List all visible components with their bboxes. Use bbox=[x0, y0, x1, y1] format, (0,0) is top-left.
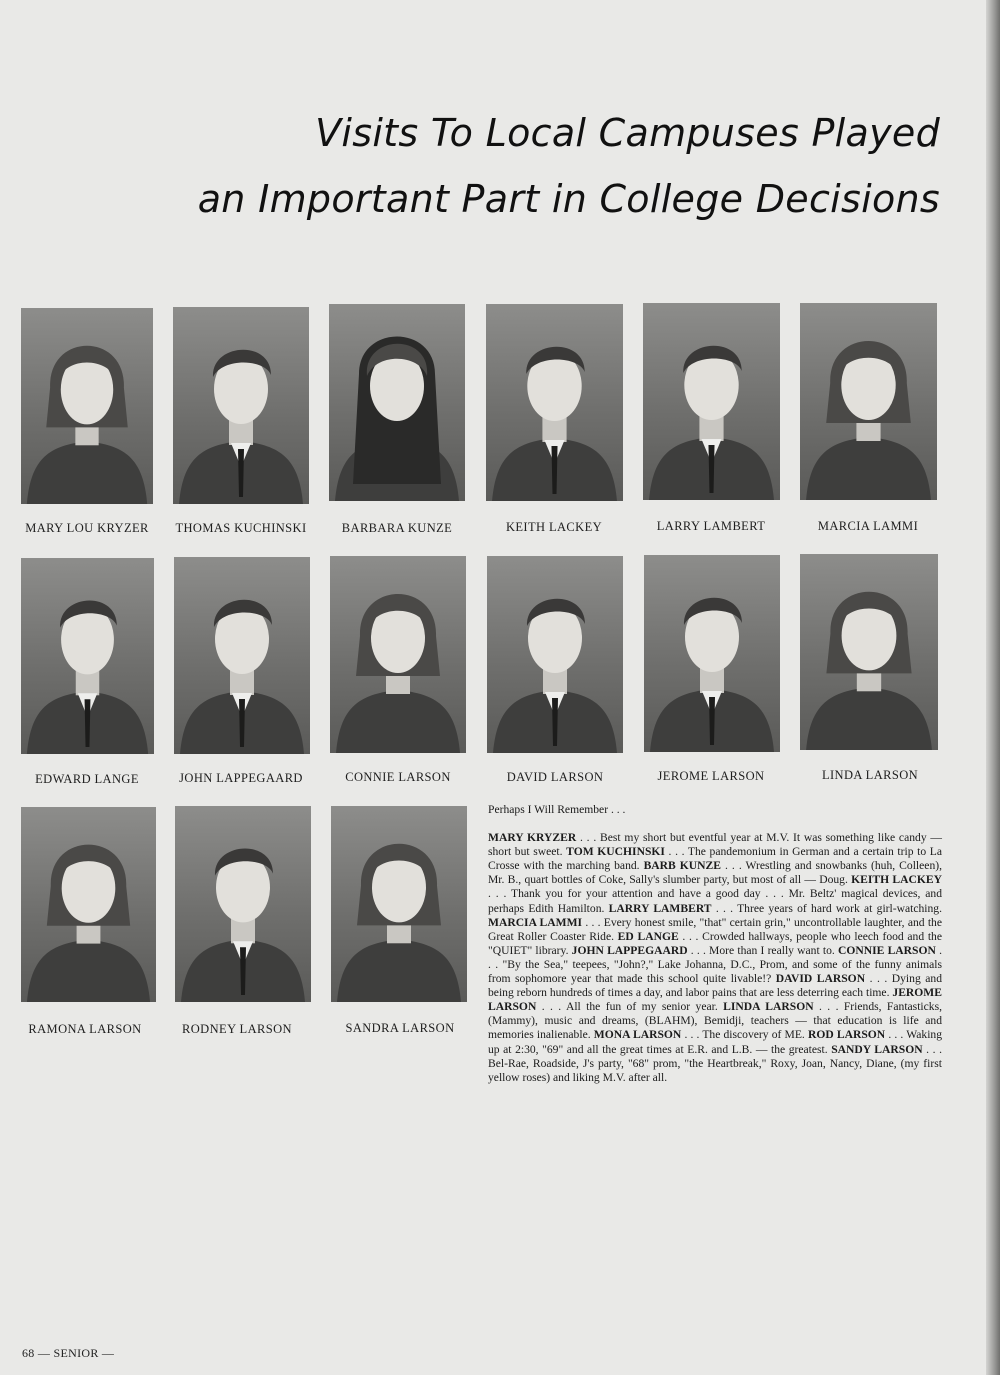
portrait-photo bbox=[21, 807, 156, 1002]
portrait-silhouette bbox=[21, 807, 156, 1002]
memory-name: BARB KUNZE bbox=[643, 859, 722, 873]
senior-memories bbox=[488, 803, 942, 1085]
memory-name: LINDA LARSON bbox=[723, 1000, 814, 1014]
portrait-silhouette bbox=[644, 555, 780, 752]
shoulders-shape bbox=[806, 687, 932, 750]
memory-name: JOHN LAPPEGAARD bbox=[571, 943, 688, 957]
portrait-silhouette bbox=[487, 556, 623, 753]
portrait-photo bbox=[800, 554, 938, 750]
memory-text: . . . The pandemonium in German and a certain trip to La Crosse with the marching band. bbox=[488, 845, 942, 873]
portrait-photo bbox=[329, 304, 465, 501]
memory-text: . . . Crowded hallways, people who leech food and the "QUIET" library. bbox=[488, 929, 943, 957]
student-name: JEROME LARSON bbox=[657, 769, 765, 783]
memory-name: ROD LARSON bbox=[807, 1028, 886, 1042]
page-headline bbox=[180, 100, 940, 232]
student-name: MARCIA LAMMI bbox=[817, 519, 919, 533]
memory-name: ED LANGE bbox=[617, 929, 679, 943]
tie-shape bbox=[238, 449, 244, 497]
tie-shape bbox=[708, 445, 714, 493]
memory-text: . . . Wrestling and snowbanks (huh, Colleen), Mr. B., quart bottles of Coke, Sally's slumber party, but most of all — Doug. bbox=[488, 859, 943, 887]
portrait-silhouette bbox=[173, 307, 309, 504]
headline-line-1: Visits To Local Campuses Played bbox=[315, 111, 940, 155]
shoulders-shape bbox=[336, 690, 460, 753]
student-name: LINDA LARSON bbox=[821, 768, 919, 782]
shoulders-shape bbox=[27, 441, 147, 504]
memory-text: . . . Thank you for your attention and have a good day . . . Mr. Beltz' magical devices, and perhaps Edith Hamilton. bbox=[488, 887, 942, 915]
student-name: SANDRA LARSON bbox=[345, 1021, 455, 1035]
memory-text: . . . Waking up at 2:30, "69" and all the great times at E.R. and L.B. — the greatest. bbox=[488, 1028, 943, 1056]
shoulders-shape bbox=[27, 940, 150, 1002]
memory-name: KEITH LACKEY bbox=[851, 873, 942, 887]
portrait-silhouette bbox=[800, 554, 938, 750]
memory-name: DAVID LARSON bbox=[775, 972, 866, 986]
memory-text: . . . "By the Sea," teepees, "John?," Lake Johanna, D.C., Prom, and some of the funny animals from sophomore year that made this school quite livable!? bbox=[488, 943, 942, 986]
headline-line-2: an Important Part in College Decisions bbox=[197, 177, 940, 221]
portrait-silhouette bbox=[175, 806, 311, 1002]
student-name: LARRY LAMBERT bbox=[656, 519, 766, 533]
student-name: JOHN LAPPEGAARD bbox=[179, 771, 303, 785]
portrait-photo bbox=[173, 307, 309, 504]
portrait-photo bbox=[175, 806, 311, 1002]
portrait-silhouette bbox=[21, 558, 154, 754]
memory-name: JEROME LARSON bbox=[488, 986, 942, 1014]
shoulders-shape bbox=[337, 939, 461, 1002]
memory-text: . . . Three years of hard work at girl-watching. bbox=[711, 901, 943, 915]
student-name: THOMAS KUCHINSKI bbox=[175, 521, 307, 535]
portrait-photo bbox=[486, 304, 623, 501]
shoulders-shape bbox=[806, 437, 931, 500]
memory-text: . . . The discovery of ME. bbox=[681, 1028, 808, 1042]
memory-name: MARCIA LAMMI bbox=[488, 915, 583, 929]
student-name: RODNEY LARSON bbox=[182, 1022, 292, 1036]
student-name: MARY LOU KRYZER bbox=[25, 521, 149, 535]
tie-shape bbox=[85, 699, 91, 747]
memory-text: . . . Friends, Fantasticks, (Mammy), music and dreams, (BLAHM), Bemidji, teachers — that education is life and memories inalienable. bbox=[488, 1000, 942, 1042]
student-name: KEITH LACKEY bbox=[505, 520, 603, 534]
portrait-photo bbox=[21, 308, 153, 504]
portrait-silhouette bbox=[331, 806, 467, 1002]
memories-paragraph bbox=[488, 831, 942, 1085]
portrait-silhouette bbox=[486, 304, 623, 501]
memory-name: TOM KUCHINSKI bbox=[566, 845, 665, 859]
portrait-silhouette bbox=[174, 557, 310, 754]
memory-name: CONNIE LARSON bbox=[838, 943, 936, 957]
portrait-photo bbox=[21, 558, 154, 754]
portrait-photo bbox=[330, 556, 466, 753]
portrait-silhouette bbox=[643, 303, 780, 500]
memory-text: . . . Bel-Rae, Roadside, J's party, "68" prom, "the Heartbreak," Roxy, Joan, Nancy, Diane, (my first yellow roses) and liking M.V. after all. bbox=[488, 1042, 942, 1084]
memory-text: . . . Every honest smile, "that" certain grin," uncontrollable laughter, and the Great Roller Coaster Ride. bbox=[488, 915, 942, 943]
memory-text: . . . All the fun of my senior year. bbox=[536, 1000, 724, 1014]
portrait-photo bbox=[174, 557, 310, 754]
page-edge bbox=[986, 0, 1000, 1375]
memory-name: MONA LARSON bbox=[593, 1028, 682, 1042]
student-name: RAMONA LARSON bbox=[28, 1022, 142, 1036]
portrait-photo bbox=[643, 303, 780, 500]
memory-text: . . . Dying and being reborn hundreds of times a day, and labor pains that are less deterring each time. bbox=[488, 972, 942, 1000]
page-footer: 68 — SENIOR — bbox=[22, 1346, 115, 1360]
portrait-photo bbox=[644, 555, 780, 752]
tie-shape bbox=[552, 698, 558, 746]
portrait-silhouette bbox=[21, 308, 153, 504]
tie-shape bbox=[709, 697, 715, 745]
memory-name: LARRY LAMBERT bbox=[608, 901, 712, 915]
portrait-photo bbox=[487, 556, 623, 753]
portrait-photo bbox=[800, 303, 937, 500]
portrait-silhouette bbox=[800, 303, 937, 500]
student-name: EDWARD LANGE bbox=[35, 772, 139, 786]
memory-name: MARY KRYZER bbox=[488, 831, 577, 845]
student-name: CONNIE LARSON bbox=[345, 770, 451, 784]
tie-shape bbox=[239, 699, 245, 747]
tie-shape bbox=[240, 947, 246, 995]
memory-text: . . . More than I really want to. bbox=[687, 943, 838, 957]
portrait-silhouette bbox=[329, 304, 465, 501]
memories-intro: Perhaps I Will Remember . . . bbox=[488, 803, 626, 816]
portrait-silhouette bbox=[330, 556, 466, 753]
tie-shape bbox=[551, 446, 557, 494]
memory-name: SANDY LARSON bbox=[831, 1042, 923, 1056]
student-name: BARBARA KUNZE bbox=[341, 521, 453, 535]
portrait-photo bbox=[331, 806, 467, 1002]
student-name: DAVID LARSON bbox=[506, 770, 604, 784]
memory-text: . . . Best my short but eventful year at M.V. It was something like candy — short but sweet. bbox=[488, 831, 942, 859]
